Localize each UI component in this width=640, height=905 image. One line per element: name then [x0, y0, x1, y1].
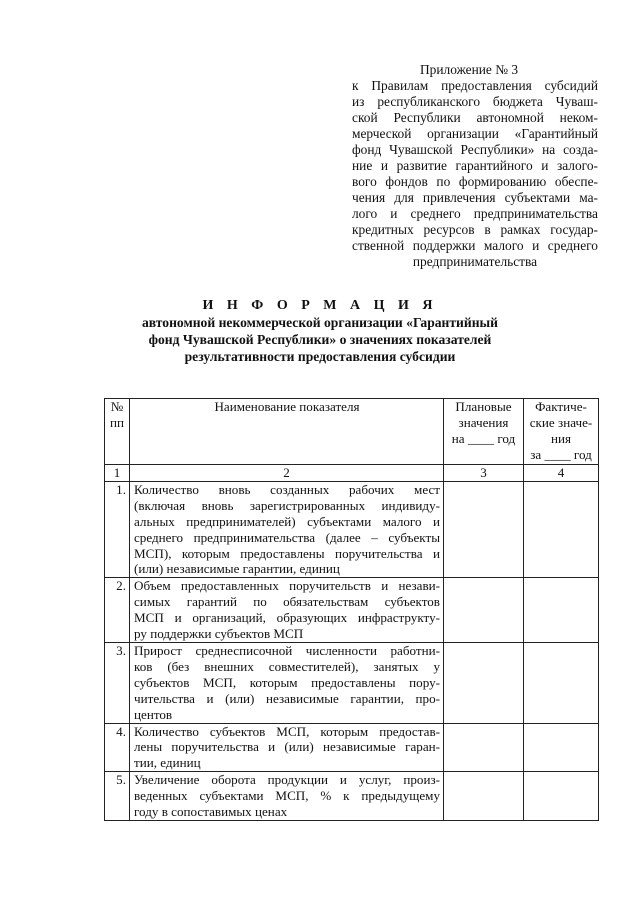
- fact-value-cell: [524, 642, 599, 723]
- row-number-cell: [105, 723, 130, 772]
- header-name-cell: Наименование показателя: [130, 399, 444, 465]
- row-name-cell: [130, 723, 444, 772]
- row-number-cell: [105, 772, 130, 821]
- appendix-number: Приложение № 3: [420, 62, 519, 77]
- plan-value-cell: [444, 772, 524, 821]
- row-number-cell: [105, 578, 130, 643]
- row-name-line: (включая вновь зарегистрированных индивиду-: [134, 497, 440, 513]
- header-plan-line: Плановые: [455, 399, 512, 414]
- appendix-line: фонд Чувашской Республики» на созда-: [352, 142, 598, 157]
- row-name-line: МСП и организаций, образующих инфраструкту-: [134, 610, 440, 626]
- fact-value-cell: [524, 723, 599, 772]
- row-number: 2.: [116, 578, 126, 594]
- fact-value-cell: [524, 481, 599, 577]
- row-name-line: тии, единиц: [134, 755, 201, 771]
- row-name-cell: [130, 481, 444, 577]
- row-name-line: Количество вновь созданных рабочих мест: [134, 481, 440, 497]
- indicators-table: [104, 398, 599, 821]
- row-name-line: Прирост среднесписочной численности работни-: [134, 642, 440, 658]
- appendix-line: ской Республики автономной неком-: [352, 110, 598, 125]
- row-number-cell: [105, 642, 130, 723]
- title-line: автономной некоммерческой организации «Гарантийный: [142, 315, 498, 330]
- fact-value-cell: [524, 772, 599, 821]
- row-name-line: симых гарантий по обязательствам субъектов: [134, 594, 440, 610]
- row-number-cell: [105, 481, 130, 577]
- appendix-line: ственной поддержки малого и среднего: [352, 238, 598, 253]
- title-line: результативности предоставления субсидии: [184, 349, 456, 364]
- row-name-line: Количество субъектов МСП, которым предостав-: [134, 723, 440, 739]
- row-name-cell: [130, 642, 444, 723]
- table-row: [105, 772, 599, 821]
- row-name-line: (или) независимые гарантии, единиц: [134, 561, 340, 577]
- document-title: [90, 297, 550, 365]
- row-name-line: веденных субъектами МСП, % к предыдущему: [134, 788, 440, 804]
- row-name-line: центов: [134, 706, 173, 722]
- index-cell: 4: [524, 465, 599, 482]
- appendix-line: ние и развитие гарантийного и залого-: [352, 158, 598, 173]
- table-row: [105, 578, 599, 643]
- appendix-line: чения для привлечения субъектами ма-: [352, 190, 598, 205]
- appendix-line: вого фондов по формированию обеспе-: [352, 174, 598, 189]
- row-name-line: среднего предпринимательства (далее – субъекты: [134, 529, 440, 545]
- fact-value-cell: [524, 578, 599, 643]
- table-row: [105, 723, 599, 772]
- table-row: [105, 642, 599, 723]
- appendix-line: лого и среднего предпринимательства: [352, 206, 598, 221]
- appendix-text: [352, 78, 598, 254]
- header-num-line: №: [110, 399, 124, 414]
- row-name-line: ру поддержки субъектов МСП: [134, 626, 304, 642]
- row-name-line: Увеличение оборота продукции и услуг, произ-: [134, 772, 440, 788]
- row-name-line: Объем предоставленных поручительств и незави-: [134, 578, 440, 594]
- header-plan-cell: [444, 399, 524, 465]
- appendix-line: к Правилам предоставления субсидий: [352, 78, 598, 93]
- row-name-line: субъектов МСП, которым предоставлены пору-: [134, 674, 440, 690]
- header-fact-cell: [524, 399, 599, 465]
- title-line: фонд Чувашской Республики» о значениях показателей: [148, 332, 492, 347]
- plan-value-cell: [444, 578, 524, 643]
- appendix-line: кредитных ресурсов в рамках государ-: [352, 222, 598, 237]
- row-name-cell: [130, 578, 444, 643]
- header-plan-line: на ____ год: [451, 430, 516, 446]
- table-index-row: [105, 465, 599, 482]
- plan-value-cell: [444, 481, 524, 577]
- appendix-last-line: предпринимательства: [412, 254, 538, 269]
- row-number: 3.: [116, 642, 126, 658]
- row-name-line: году в сопоставимых ценах: [134, 804, 288, 820]
- row-number: 1.: [116, 481, 126, 497]
- header-fact-line: ские значе-: [529, 414, 593, 430]
- header-fact-line: ния: [550, 430, 572, 446]
- table-header-row: [105, 399, 599, 465]
- appendix-block: [352, 62, 598, 270]
- row-name-line: альных предпринимателей) субъектами малого и: [134, 513, 440, 529]
- index-cell: 3: [444, 465, 524, 482]
- row-name-line: лены поручительства и (или) независимые гаран-: [134, 739, 440, 755]
- row-number: 5.: [116, 772, 126, 788]
- header-num-cell: [105, 399, 130, 465]
- row-name-line: ков (без внешних совместителей), занятых у: [134, 658, 440, 674]
- header-fact-line: Фактиче-: [535, 399, 587, 414]
- header-num-line: пп: [109, 414, 124, 430]
- plan-value-cell: [444, 723, 524, 772]
- title-heading: И Н Ф О Р М А Ц И Я: [202, 298, 438, 313]
- row-name-line: МСП), которым предоставлены поручительства и: [134, 545, 440, 561]
- header-fact-line: за ____ год: [530, 446, 592, 462]
- appendix-line: из республиканского бюджета Чуваш-: [352, 94, 598, 109]
- plan-value-cell: [444, 642, 524, 723]
- table-row: [105, 481, 599, 577]
- index-cell: 2: [130, 465, 444, 482]
- row-name-cell: [130, 772, 444, 821]
- row-name-line: чительства и (или) независимые гарантии, про-: [134, 690, 440, 706]
- appendix-line: мерческой организации «Гарантийный: [352, 126, 598, 141]
- row-number: 4.: [116, 723, 126, 739]
- header-plan-line: значения: [458, 414, 509, 430]
- index-cell: 1: [105, 465, 130, 482]
